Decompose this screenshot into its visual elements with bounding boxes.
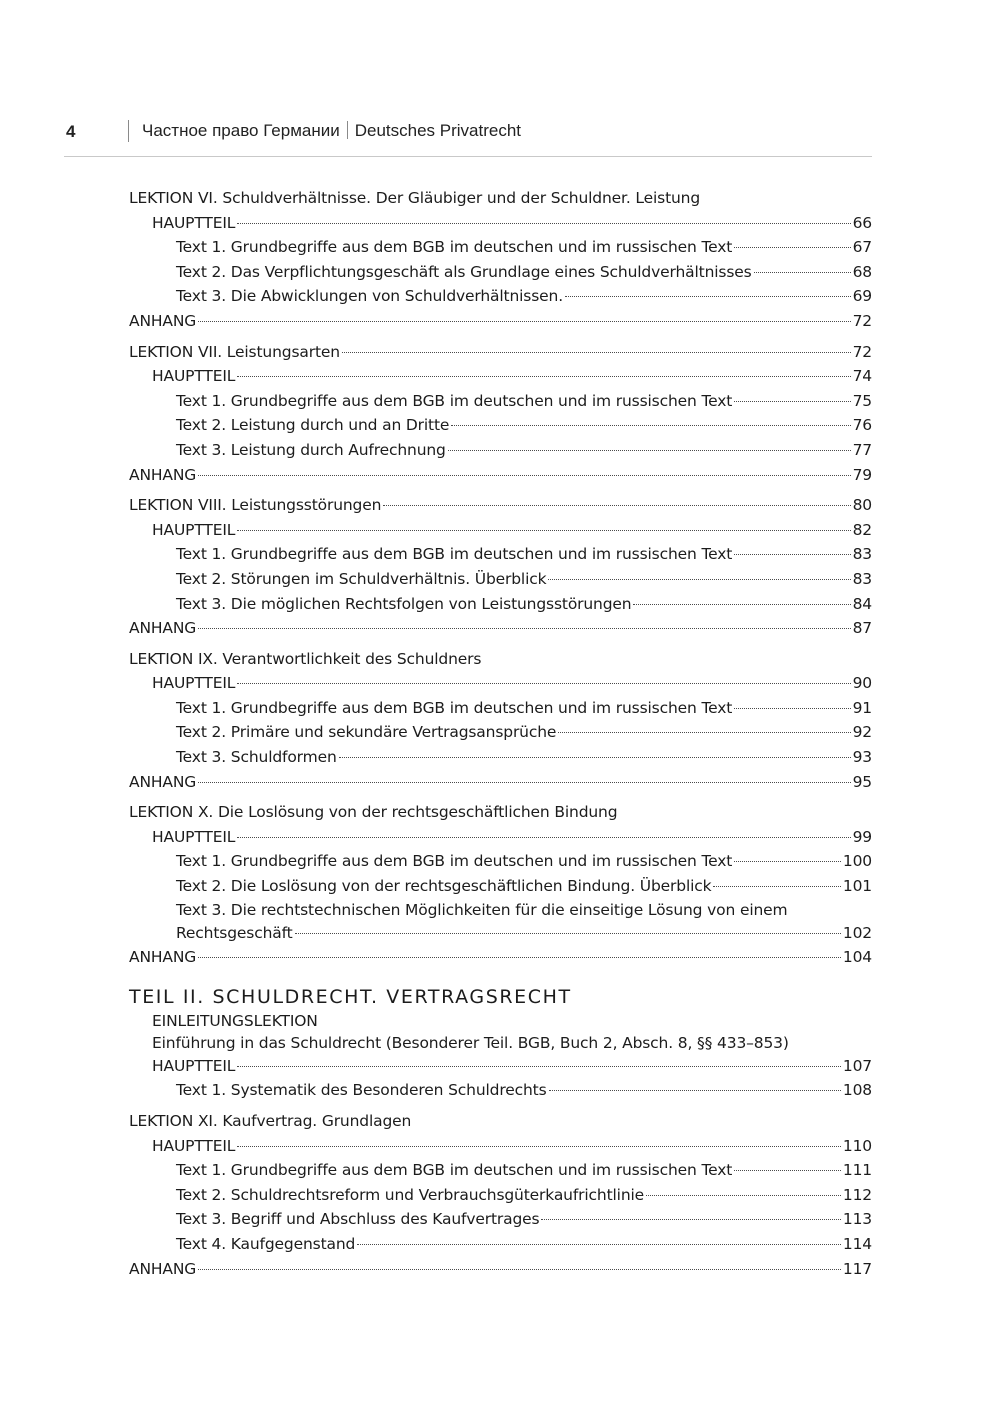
toc-entry[interactable]: Text 4. Kaufgegenstand 114 [176, 1234, 872, 1253]
dot-leader [548, 579, 850, 580]
toc-entry[interactable]: Text 1. Grundbegriffe aus dem BGB im deutschen und im russischen Text 67 [176, 238, 872, 257]
toc-entry[interactable]: HAUPTTEIL 110 [152, 1136, 872, 1155]
dot-leader [342, 352, 851, 353]
toc-entry[interactable]: Text 2. Die Loslösung von der rechtsgeschäftlichen Bindung. Überblick 101 [176, 877, 872, 896]
toc-entry[interactable]: HAUPTTEIL 82 [152, 520, 872, 539]
dot-leader [237, 1146, 841, 1147]
toc-entry[interactable]: ANHANG 104 [129, 948, 872, 967]
toc-entry[interactable]: Text 2. Schuldrechtsreform und Verbrauchsgüterkaufrichtlinie 112 [176, 1185, 872, 1204]
toc-entry[interactable]: HAUPTTEIL 107 [152, 1056, 872, 1075]
toc-entry[interactable]: Text 1. Grundbegriffe aus dem BGB im deutschen und im russischen Text 111 [176, 1161, 872, 1180]
dot-leader [754, 272, 851, 273]
toc-entry[interactable]: HAUPTTEIL 99 [152, 827, 872, 846]
toc-entry[interactable]: Text 3. Schuldformen 93 [176, 748, 872, 767]
dot-leader [734, 708, 850, 709]
toc-entry[interactable]: Text 1. Grundbegriffe aus dem BGB im deutschen und im russischen Text 75 [176, 391, 872, 410]
page-number: 4 [66, 122, 76, 141]
dot-leader [198, 957, 841, 958]
dot-leader [237, 837, 850, 838]
dot-leader [713, 886, 840, 887]
dot-leader [357, 1244, 841, 1245]
toc-entry-line1[interactable]: Text 3. Die rechtstechnischen Möglichkeiten für die einseitige Lösung von einem [176, 900, 788, 919]
dot-leader [383, 505, 850, 506]
dot-leader [734, 247, 850, 248]
toc-entry[interactable]: Rechtsgeschäft 102 [176, 923, 872, 942]
dot-leader [339, 757, 851, 758]
lektion-10-title: LEKTION X. Die Loslösung von der rechtsgeschäftlichen Bindung [129, 803, 618, 822]
dot-leader [198, 475, 850, 476]
dot-leader [237, 1066, 841, 1067]
lektion-6-title: LEKTION VI. Schuldverhältnisse. Der Gläubiger und der Schuldner. Leistung [129, 189, 701, 207]
toc-entry[interactable]: LEKTION VII. Leistungsarten 72 [129, 342, 872, 361]
table-of-contents [129, 186, 872, 1281]
dot-leader [734, 1170, 841, 1171]
toc-entry[interactable]: Text 3. Begriff und Abschluss des Kaufvertrages 113 [176, 1210, 872, 1229]
toc-entry[interactable]: ANHANG 79 [129, 465, 872, 484]
dot-leader [237, 223, 850, 224]
toc-entry[interactable]: HAUPTTEIL 90 [152, 674, 872, 693]
dot-leader [198, 1269, 841, 1270]
part-title: TEIL II. SCHULDRECHT. VERTRAGSRECHT [129, 985, 572, 1008]
toc-entry[interactable]: Text 3. Die Abwicklungen von Schuldverhältnissen. 69 [176, 287, 872, 306]
toc-entry[interactable]: Text 1. Grundbegriffe aus dem BGB im deutschen und im russischen Text 83 [176, 545, 872, 564]
dot-leader [237, 376, 850, 377]
toc-entry[interactable]: LEKTION VIII. Leistungsstörungen 80 [129, 496, 872, 515]
dot-leader [558, 732, 850, 733]
dot-leader [198, 321, 850, 322]
dot-leader [237, 530, 850, 531]
dot-leader [198, 782, 850, 783]
toc-entry[interactable]: Text 2. Das Verpflichtungsgeschäft als Grundlage eines Schuldverhältnisses 68 [176, 262, 872, 281]
dot-leader [734, 861, 841, 862]
dot-leader [448, 450, 851, 451]
dot-leader [646, 1195, 841, 1196]
dot-leader [565, 296, 851, 297]
book-title-ru: Частное право Германии [142, 121, 340, 140]
lektion-9-title: LEKTION IX. Verantwortlichkeit des Schuldners [129, 649, 482, 668]
book-title-de: Deutsches Privatrecht [354, 121, 522, 140]
einfuehrung-title: Einführung in das Schuldrecht (Besonderer Teil. BGB, Buch 2, Absch. 8, §§ 433–853) [152, 1033, 789, 1052]
book-title [142, 121, 521, 141]
header-divider [128, 120, 129, 142]
toc-entry[interactable]: ANHANG 72 [129, 311, 872, 330]
dot-leader [633, 604, 850, 605]
toc-entry[interactable]: Text 2. Leistung durch und an Dritte 76 [176, 416, 872, 435]
title-separator [347, 121, 348, 139]
dot-leader [198, 628, 850, 629]
einleitungslektion-label: EINLEITUNGSLEKTION [152, 1011, 318, 1030]
toc-entry[interactable]: Text 2. Störungen im Schuldverhältnis. Überblick 83 [176, 569, 872, 588]
dot-leader [734, 401, 850, 402]
toc-entry[interactable]: Text 1. Grundbegriffe aus dem BGB im deutschen und im russischen Text 91 [176, 698, 872, 717]
dot-leader [295, 933, 841, 934]
toc-entry[interactable]: HAUPTTEIL 66 [152, 213, 872, 232]
running-header [64, 118, 872, 157]
dot-leader [549, 1090, 841, 1091]
toc-entry[interactable]: ANHANG 87 [129, 619, 872, 638]
toc-entry[interactable]: ANHANG 95 [129, 772, 872, 791]
toc-entry[interactable]: HAUPTTEIL 74 [152, 367, 872, 386]
toc-entry[interactable]: ANHANG 117 [129, 1259, 872, 1278]
toc-entry[interactable]: Text 3. Leistung durch Aufrechnung 77 [176, 440, 872, 459]
dot-leader [734, 554, 850, 555]
toc-entry[interactable]: Text 1. Systematik des Besonderen Schuldrechts 108 [176, 1081, 872, 1100]
toc-entry[interactable]: Text 3. Die möglichen Rechtsfolgen von Leistungsstörungen 84 [176, 594, 872, 613]
toc-entry[interactable]: Text 2. Primäre und sekundäre Vertragsansprüche 92 [176, 723, 872, 742]
lektion-11-title: LEKTION XI. Kaufvertrag. Grundlagen [129, 1112, 412, 1130]
dot-leader [451, 425, 850, 426]
toc-entry[interactable]: Text 1. Grundbegriffe aus dem BGB im deutschen und im russischen Text 100 [176, 852, 872, 871]
dot-leader [237, 683, 850, 684]
dot-leader [541, 1219, 840, 1220]
